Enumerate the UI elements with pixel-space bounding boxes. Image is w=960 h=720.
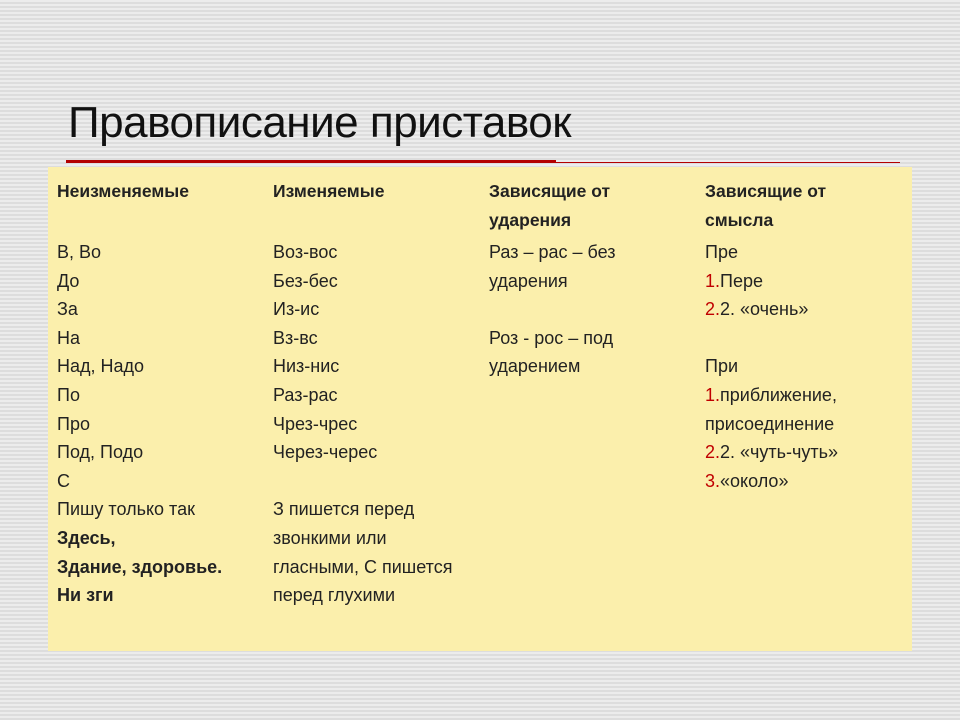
item-text: 2. «очень»	[720, 299, 809, 320]
prefix-table	[48, 167, 912, 651]
column-body	[489, 238, 699, 381]
column-body	[705, 238, 905, 495]
list-item	[705, 267, 905, 296]
list-item	[705, 381, 905, 410]
list-item: Роз - рос – под	[489, 327, 614, 348]
list-item: Раз-рас	[273, 384, 338, 405]
column-header: Зависящие от смысла	[705, 181, 827, 230]
list-item: Через-черес	[273, 442, 378, 463]
item-text: приближение,	[720, 384, 837, 405]
rule-line: перед глухими	[273, 585, 396, 606]
item-text: Пере	[720, 270, 763, 291]
column-header: Зависящие от ударения	[489, 181, 611, 230]
list-item	[705, 438, 905, 467]
prefix-label-pre: Пре	[705, 242, 738, 262]
list-item: Над, Надо	[57, 356, 145, 377]
exception-item: Ни зги	[57, 585, 114, 606]
exception-item: Здесь,	[57, 527, 116, 548]
list-item: Вз-вс	[273, 327, 318, 348]
list-item: На	[57, 327, 81, 348]
list-item: Без-бес	[273, 270, 338, 291]
item-number: 2.	[705, 442, 721, 463]
prefix-label-pri: При	[705, 356, 739, 377]
column-header: Изменяемые	[273, 181, 385, 201]
list-item: Про	[57, 413, 90, 434]
list-item	[705, 295, 905, 324]
list-item: Пишу только так	[57, 499, 195, 520]
spacer	[489, 295, 699, 324]
column-body	[273, 238, 483, 610]
title-underline	[66, 160, 556, 163]
spacer	[273, 467, 483, 496]
list-item: В, Во	[57, 242, 102, 262]
rule-line: З пишется перед	[273, 499, 415, 520]
list-item: До	[57, 270, 80, 291]
spacer	[705, 324, 905, 353]
column-body	[57, 238, 267, 610]
list-item: Под, Подо	[57, 442, 144, 463]
rule-line: гласными, С пишется	[273, 556, 453, 577]
list-item: С	[57, 470, 70, 491]
list-item: Из-ис	[273, 299, 320, 320]
slide-title: Правописание приставок	[68, 98, 571, 147]
item-text: 2. «чуть-чуть»	[720, 442, 839, 463]
list-item	[705, 467, 905, 496]
list-item: Раз – рас – без	[489, 242, 616, 262]
list-item: ударением	[489, 356, 581, 377]
list-item: ударения	[489, 270, 568, 291]
item-number: 2.	[705, 299, 721, 320]
rule-line: звонкими или	[273, 527, 387, 548]
item-number: 3.	[705, 470, 721, 491]
list-item	[705, 410, 905, 439]
list-item: Чрез-чрес	[273, 413, 358, 434]
item-number: 1.	[705, 270, 721, 291]
list-item: Низ-нис	[273, 356, 340, 377]
item-number: 1.	[705, 384, 721, 405]
item-text: «около»	[720, 470, 789, 491]
list-item: За	[57, 299, 78, 320]
exception-item: Здание, здоровье.	[57, 556, 223, 577]
title-underline-thin	[556, 162, 900, 163]
column-header: Неизменяемые	[57, 181, 189, 201]
list-item: Воз-вос	[273, 242, 338, 262]
item-text: присоединение	[705, 413, 835, 434]
list-item: По	[57, 384, 80, 405]
